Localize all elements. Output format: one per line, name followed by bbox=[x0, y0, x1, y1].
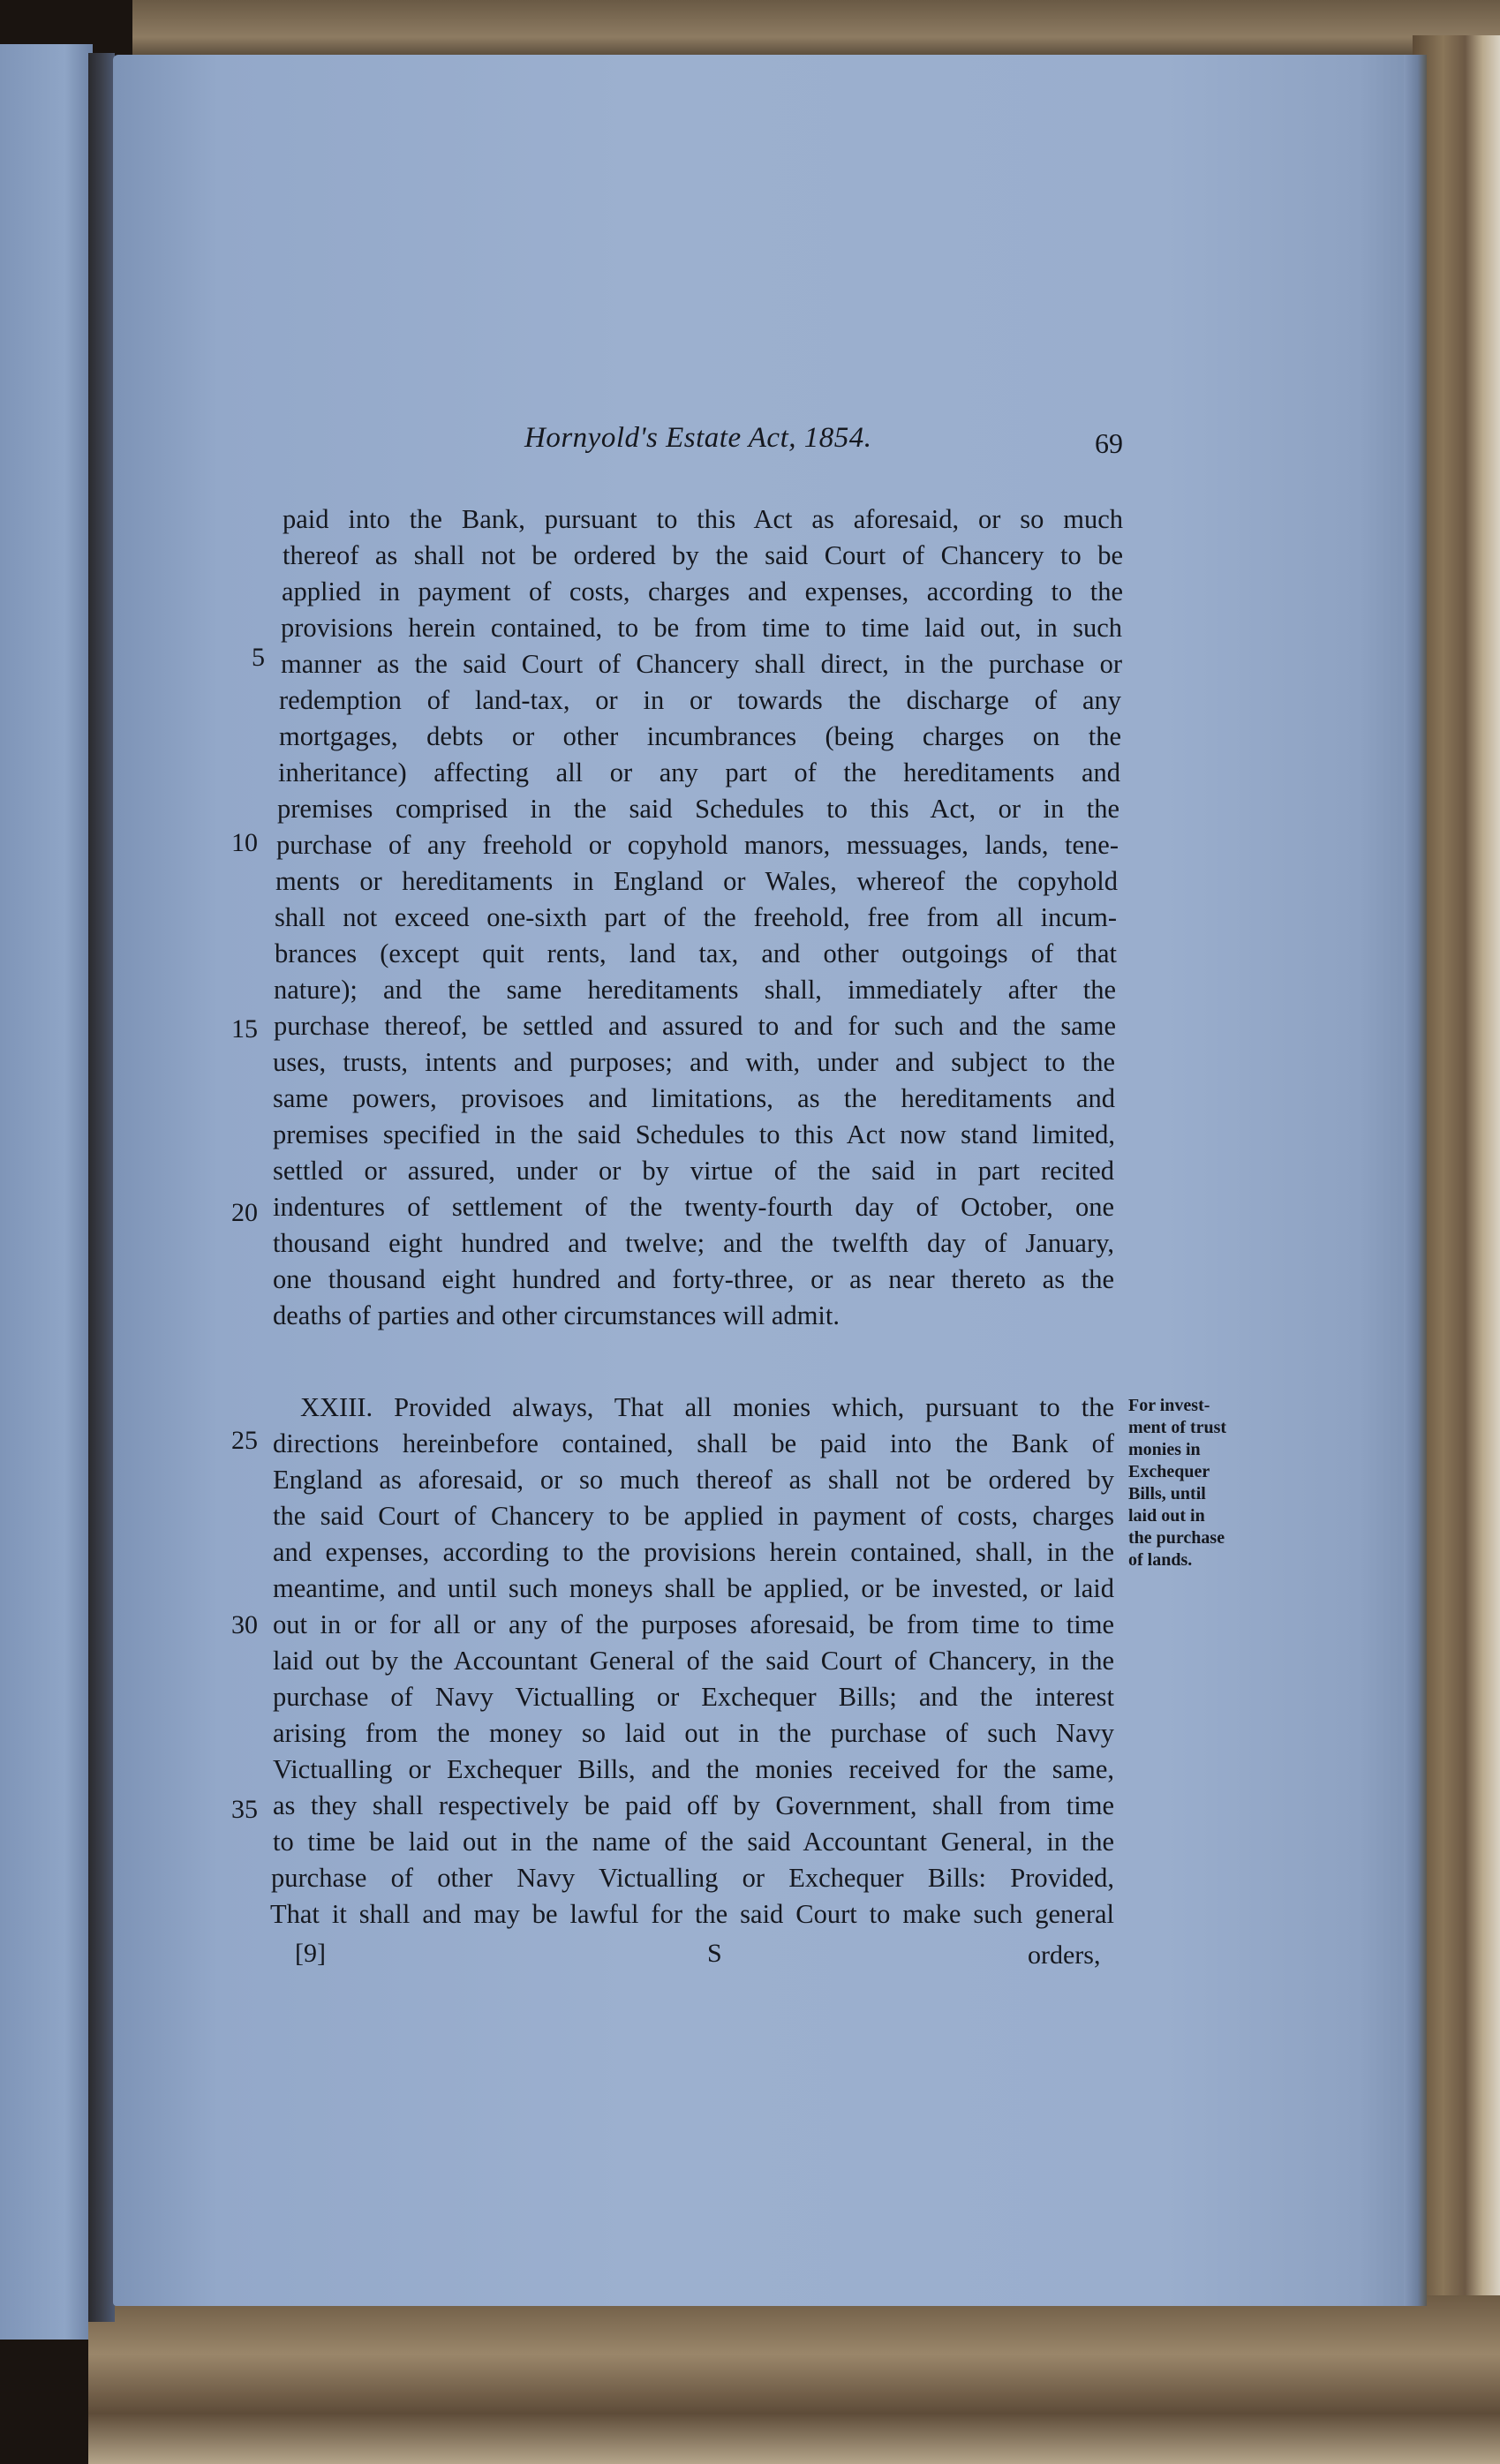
page-right-edge bbox=[1404, 55, 1427, 2306]
body-line: That it shall and may be lawful for the said Court to make such general bbox=[270, 1899, 1114, 1929]
body-line: arising from the money so laid out in the purchase of such Navy bbox=[273, 1718, 1114, 1748]
binder-top-edge bbox=[132, 0, 1500, 62]
body-line: laid out by the Accountant General of the said Court of Chancery, in the bbox=[273, 1646, 1114, 1676]
signature-mark: [9] bbox=[295, 1939, 326, 1968]
line-number: 10 bbox=[231, 828, 258, 857]
body-line: directions hereinbefore contained, shall be paid into the Bank of bbox=[273, 1428, 1114, 1458]
body-line: Victualling or Exchequer Bills, and the monies received for the same, bbox=[273, 1754, 1114, 1784]
body-line: provisions herein contained, to be from time to time laid out, in such bbox=[281, 613, 1122, 643]
line-number: 30 bbox=[231, 1610, 258, 1639]
body-line: premises specified in the said Schedules to this Act now stand limited, bbox=[273, 1119, 1115, 1149]
body-line: ments or hereditaments in England or Wales, whereof the copyhold bbox=[275, 866, 1118, 896]
body-line: shall not exceed one-sixth part of the freehold, free from all incum- bbox=[275, 902, 1117, 932]
section-heading-line: XXIII. Provided always, That all monies which, pursuant to the bbox=[300, 1392, 1114, 1422]
page-number: 69 bbox=[1095, 427, 1123, 459]
body-line: thereof as shall not be ordered by the said Court of Chancery to be bbox=[283, 540, 1123, 570]
body-line: brances (except quit rents, land tax, and other outgoings of that bbox=[275, 938, 1117, 968]
body-line: thousand eight hundred and twelve; and the twelfth day of January, bbox=[273, 1228, 1114, 1258]
body-line: England as aforesaid, or so much thereof as shall not be ordered by bbox=[273, 1465, 1114, 1495]
body-line: as they shall respectively be paid off by Government, shall from time bbox=[273, 1790, 1114, 1820]
body-line: deaths of parties and other circumstances will admit. bbox=[273, 1300, 840, 1330]
body-line: out in or for all or any of the purposes aforesaid, be from time to time bbox=[273, 1609, 1114, 1639]
marginal-note: For invest- ment of trust monies in Exchequer Bills, until laid out in the purchase of lands. bbox=[1128, 1396, 1227, 1570]
body-line: mortgages, debts or other incumbrances (being charges on the bbox=[279, 721, 1121, 751]
body-line: and expenses, according to the provisions herein contained, shall, in the bbox=[273, 1537, 1114, 1567]
body-line: purchase of other Navy Victualling or Exchequer Bills: Provided, bbox=[271, 1863, 1114, 1893]
body-line: to time be laid out in the name of the said Accountant General, in the bbox=[273, 1827, 1114, 1857]
body-line: one thousand eight hundred and forty-three, or as near thereto as the bbox=[273, 1264, 1114, 1294]
line-number: 15 bbox=[231, 1014, 258, 1044]
book-gutter bbox=[88, 53, 115, 2322]
binder-bottom-edge bbox=[88, 2295, 1500, 2464]
line-number: 25 bbox=[231, 1426, 258, 1455]
body-line: inheritance) affecting all or any part of the hereditaments and bbox=[278, 757, 1120, 787]
catchword: orders, bbox=[1028, 1940, 1101, 1970]
body-line: manner as the said Court of Chancery shall direct, in the purchase or bbox=[281, 649, 1122, 679]
left-page-edge bbox=[0, 44, 93, 2340]
body-line: indentures of settlement of the twenty-fourth day of October, one bbox=[273, 1192, 1114, 1222]
body-line: applied in payment of costs, charges and expenses, according to the bbox=[282, 576, 1123, 607]
body-line: the said Court of Chancery to be applied in payment of costs, charges bbox=[273, 1501, 1114, 1531]
body-line: purchase of Navy Victualling or Exchequer Bills; and the interest bbox=[273, 1682, 1114, 1712]
body-line: settled or assured, under or by virtue of the said in part recited bbox=[273, 1156, 1114, 1186]
body-line: same powers, provisoes and limitations, as the hereditaments and bbox=[273, 1083, 1115, 1113]
body-line: uses, trusts, intents and purposes; and with, under and subject to the bbox=[273, 1047, 1115, 1077]
body-line: nature); and the same hereditaments shall, immediately after the bbox=[274, 975, 1116, 1005]
body-line: purchase thereof, be settled and assured to and for such and the same bbox=[274, 1011, 1116, 1041]
body-line: redemption of land-tax, or in or towards the discharge of any bbox=[279, 685, 1121, 715]
running-title: Hornyold's Estate Act, 1854. bbox=[524, 422, 872, 454]
line-number: 5 bbox=[252, 643, 265, 672]
body-line: meantime, and until such moneys shall be applied, or be invested, or laid bbox=[273, 1573, 1114, 1603]
line-number: 35 bbox=[231, 1795, 258, 1824]
body-line: paid into the Bank, pursuant to this Act as aforesaid, or so much bbox=[283, 504, 1123, 534]
body-line: premises comprised in the said Schedules to this Act, or in the bbox=[277, 794, 1119, 824]
signature-letter: S bbox=[707, 1939, 722, 1968]
body-line: purchase of any freehold or copyhold manors, messuages, lands, tene- bbox=[276, 830, 1119, 860]
line-number: 20 bbox=[231, 1198, 258, 1227]
